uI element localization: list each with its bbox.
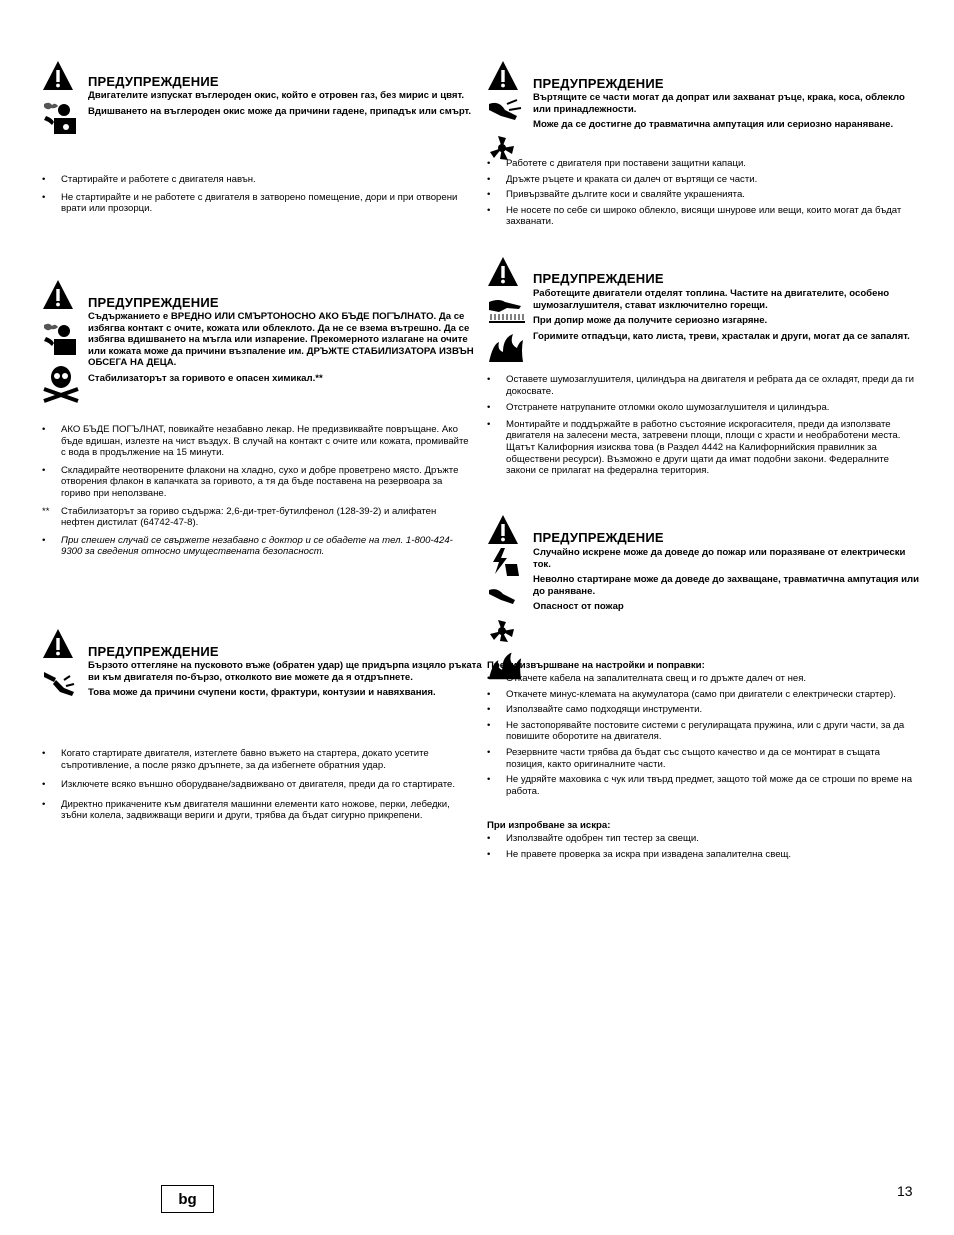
warning-title: ПРЕДУПРЕЖДЕНИЕ [88, 74, 219, 89]
list-item: • Монтирайте и поддържайте в работно състояние искрогасителя, преди да използвате двигателя на залесени места, затревени площи, площи с храсти и необработени места. Щатът Калифорния изисква това (в Раздел 4442 на Калифорнийския правилник за обществени ресурси). Възможно е други щати да имат подобни закони. Федералните закони се прилагат на федерална територия. [487, 418, 901, 477]
list-item: • Не застопорявайте постовите системи с регулиращата пружина, или с други части, за да повишите оборотите на двигателя. [487, 719, 905, 743]
bullet-list [42, 424, 470, 564]
bullet-list [487, 673, 917, 803]
warning-line: Въртящите се части могат да допрат или захванат ръце, крака, коса, облекло или принадлежности. [533, 92, 905, 115]
list-item: • Не правете проверка за искра при извадена запалителна свещ. [487, 848, 792, 860]
list-item: • АКО БЪДЕ ПОГЪЛНАТ, повикайте незабавно лекар. Не предизвиквайте повръщане. Ако бъде вдишан, излезте на чист въздух. В случай на контакт с очите или кожата, промивайте с вода в продължение на 15 минути. [42, 424, 469, 459]
list-item: • Не удряйте маховика с чук или твърд предмет, защото той може да се строши по време на работа. [487, 774, 913, 797]
list-item: • Складирайте неотворените флакони на хладно, сухо и добре проветрено място. Дръжте отворения флакон в капачката за горивото, а тя да бъде поставена на резервоара за гориво при неползване. [42, 464, 459, 499]
fan-blade-icon [487, 618, 517, 644]
list-item: ** Стабилизаторът за гориво съдържа: 2,6-ди-трет-бутилфенол (128-39-2) и алифатен нефтен дистилат (64742-47-8). [42, 505, 437, 529]
list-item: • Дръжте ръцете и краката си далеч от въртящи се части. [487, 173, 758, 185]
warning-line: Горимите отпадъци, като листа, треви, храсталак и други, могат да се запалят. [533, 330, 910, 342]
subheading: Преди извършване на настройки и поправки: [487, 660, 705, 671]
warning-title: ПРЕДУПРЕЖДЕНИЕ [533, 271, 664, 286]
warning-title: ПРЕДУПРЕЖДЕНИЕ [88, 644, 219, 659]
warning-line: Може да се достигне до травматична ампутация или сериозно нараняване. [533, 119, 894, 131]
warning-line: Неволно стартиране може да доведе до захващане, травматична ампутация или до раняване. [533, 574, 920, 597]
warning-triangle-icon [487, 60, 519, 92]
warning-line: Съдържанието е ВРЕДНО ИЛИ СМЪРТОНОСНО АКО БЪДЕ ПОГЪЛНАТО. Да се избягва контакт с очите, кожата или облеклото. Да не се взема вътрешно. Да се избягва вдишването на мъгла или изпарение. Прекомерното излагане на очите или кожата може да причини възпаление им. ДРЪЖТЕ СТАБИЛИЗАТОРА ИЗВЪН ОБСЕГА НА ДЕЦА. [88, 311, 474, 369]
skull-crossbones-icon [42, 363, 80, 403]
electric-shock-icon [487, 546, 521, 580]
warning-line: Бързото оттегляне на пусковото въже (обратен удар) ще придърпа изцяло ръката ви към двигателя по-бързо, отколкото вие можете да я отдръпнете. [88, 660, 482, 683]
warning-triangle-icon [42, 628, 74, 660]
bullet-list [487, 833, 917, 866]
warning-line: Случайно искрене може да доведе до пожар или поразяване от електрически ток. [533, 547, 906, 570]
fire-icon [487, 332, 525, 362]
warning-title: ПРЕДУПРЕЖДЕНИЕ [533, 530, 664, 545]
list-item: • Откачете кабела на запалителната свещ и го дръжте далеч от нея. [487, 673, 807, 684]
toxic-fumes-icon [42, 100, 78, 136]
warning-title: ПРЕДУПРЕЖДЕНИЕ [88, 295, 219, 310]
list-item: • Стартирайте и работете с двигателя навън. [42, 174, 256, 185]
warning-line: Работещите двигатели отделят топлина. Частите на двигателите, особено шумозаглушителя, стават изключително горещи. [533, 288, 890, 311]
warning-line: Вдишването на въглероден окис може да причини гадене, припадък или смърт. [88, 105, 472, 117]
subheading: При изпробване за искра: [487, 820, 611, 831]
warning-line: Стабилизаторът за горивото е опасен химикал.** [88, 372, 323, 384]
list-item: • Когато стартирате двигателя, изтеглете бавно въжето на стартера, докато усетите съпротивление, а после рязко дръпнете, за да избегнете обратния удар. [42, 748, 429, 771]
hand-entanglement-icon [487, 98, 523, 128]
bullet-list [487, 158, 917, 234]
list-item: • При спешен случай се свържете незабавно с доктор и се обадете на тел. 1-800-424-9300 за сведения относно имуществената безопасност. [42, 534, 453, 558]
list-item: • Не носете по себе си широко облекло, висящи шнурове или вещи, които могат да бъдат захванати. [487, 204, 902, 228]
bullet-list [42, 748, 470, 828]
language-badge: bg [161, 1185, 214, 1213]
toxic-fumes-icon [42, 321, 80, 357]
warning-line: Двигателите изпускат въглероден окис, който е отровен газ, без мирис и цвят. [88, 90, 464, 101]
list-item: • Отстранете натрупаните отломки около шумозаглушителя и цилиндъра. [487, 402, 830, 414]
list-item: • Изключете всяко външно оборудване/задвижвано от двигателя, преди да го стартирате. [42, 779, 456, 791]
warning-triangle-icon [42, 279, 74, 311]
warning-title: ПРЕДУПРЕЖДЕНИЕ [533, 76, 664, 91]
page-number: 13 [897, 1183, 913, 1199]
warning-triangle-icon [487, 514, 519, 546]
hot-surface-hand-icon [487, 294, 527, 326]
warning-triangle-icon [487, 256, 519, 288]
warning-line: Това може да причини счупени кости, фрактури, контузии и навяхвания. [88, 687, 436, 699]
bullet-list [42, 174, 470, 221]
list-item: • Директно прикачените към двигателя машинни елементи като ножове, перки, лебедки, зъбни колела, задвижващи вериги и други, трябва да бъдат сигурно прикрепени. [42, 798, 450, 822]
list-item: • Оставете шумозаглушителя, цилиндъра на двигателя и ребрата да се охладят, преди да ги докосвате. [487, 374, 915, 397]
list-item: • Привързвайте дългите коси и сваляйте украшенията. [487, 189, 745, 201]
list-item: • Използвайте одобрен тип тестер за свещи. [487, 833, 699, 844]
list-item: • Не стартирайте и не работете с двигателя в затворено помещение, дори и при отворени врати или прозорци. [42, 191, 458, 215]
hand-entanglement-icon [487, 586, 521, 612]
kickback-hand-icon [42, 666, 78, 702]
list-item: • Работете с двигателя при поставени защитни капаци. [487, 158, 746, 169]
list-item: • Откачете минус-клемата на акумулатора (само при двигатели с електрически стартер). [487, 688, 896, 700]
bullet-list [487, 374, 917, 483]
list-item: • Резервните части трябва да бъдат със същото качество и да се монтират в същата позиция, както оригиналните части. [487, 746, 880, 770]
warning-line: Опасност от пожар [533, 601, 624, 613]
warning-line: При допир може да получите сериозно изгаряне. [533, 315, 768, 327]
warning-triangle-icon [42, 60, 74, 92]
list-item: • Използвайте само подходящи инструменти. [487, 704, 703, 716]
